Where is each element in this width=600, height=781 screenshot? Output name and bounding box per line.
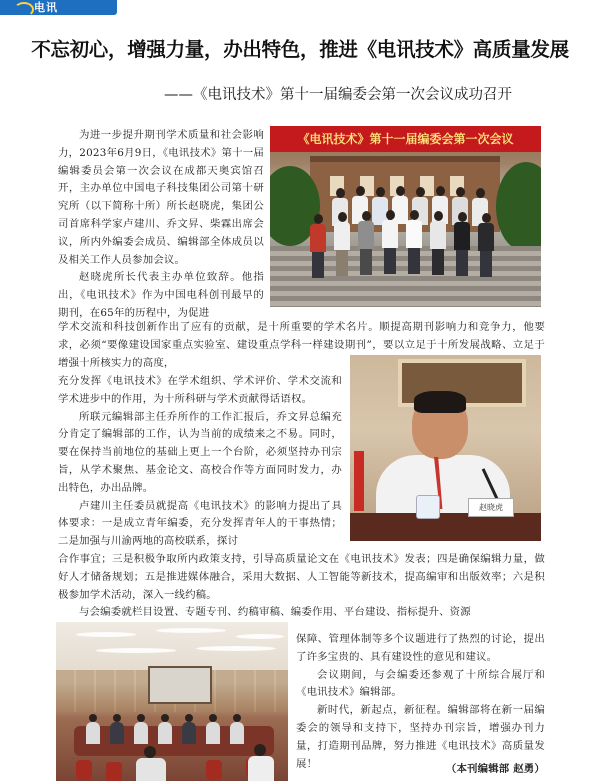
logo-text: 电讯: [34, 1, 58, 14]
person: [430, 211, 446, 275]
speaker-photo: [350, 355, 541, 541]
group-photo: [270, 126, 541, 307]
nameplate: 赵晓虎: [468, 498, 514, 517]
text-full-width-2: [58, 551, 545, 622]
tree-right: [496, 162, 541, 252]
text-column-bottom: [296, 631, 545, 773]
photo-banner: 《电讯技术》第十一届编委会第一次会议: [270, 126, 541, 152]
speaker-hair: [414, 391, 466, 413]
person: [454, 212, 470, 276]
paragraph-4-end: 合作事宜；三是积极争取所内政策支持，引导高质量论文在《电讯技术》发表；四是确保编辑力量，做好人才储备规划；五是推进媒体融合，采用大数据、人工智能等新技术，提高编审和出版效率；六是积极参加学术活动，深入一线约稿。: [58, 553, 545, 601]
flag: [354, 451, 364, 511]
article-title: 不忘初心，增强力量，办出特色，推进《电讯技术》高质量发展: [31, 38, 569, 61]
paragraph-5-end: 保障、管理体制等多个议题进行了热烈的讨论，提出了许多宝贵的、具有建设性的意见和建议。: [296, 633, 545, 663]
paragraph-4-start: 卢建川主任委员就提高《电讯技术》的影响力提出了具体要求：一是成立青年编委，充分发挥青年人的干事热情；二是加强与川渝两地的高校联系，探讨: [58, 499, 342, 548]
meeting-table: [74, 726, 274, 756]
text-column-middle: [58, 373, 342, 551]
person: [382, 210, 398, 274]
paragraph-5-start: 与会编委就栏目设置、专题专刊、约稿审稿、编委作用、平台建设、指标提升、资源: [79, 606, 471, 619]
paragraph-6: 会议期间，与会编委还参观了十所综合展厅和《电讯技术》编辑部。: [296, 668, 545, 699]
text-column-top: [58, 127, 264, 323]
cup: [416, 495, 440, 519]
person: [310, 214, 326, 278]
paragraph-7: 新时代，新起点，新征程。编辑部将在新一届编委会的领导和支持下，坚持办刊宗旨，增强办刊力量，打造期刊品牌，努力推进《电讯技术》高质量发展！: [296, 704, 545, 770]
paragraph-2-middle: 学术交流和科技创新作出了应有的贡献，是十所重要的学术名片。顺提高期刊影响力和竞争力，他要求，必须“要像建设国家重点实验室、建设重点学科一样建设期刊”，要以立足于十所发展战略、立足于增强十所核实力的高度，: [58, 321, 545, 369]
projection-screen: [148, 666, 212, 704]
desk: [350, 513, 541, 541]
paragraph-2-start: 赵晓虎所长代表主办单位致辞。他指出，《电讯技术》作为中国电科创刊最早的期刊，在65年的历程中，为促进: [58, 271, 264, 319]
meeting-photo: [56, 622, 288, 781]
article-subtitle: ——《电讯技术》第十一届编委会第一次会议成功召开: [164, 87, 512, 103]
paragraph-2-end: 充分发挥《电讯技术》在学术组织、学术评价、学术交流和学术进步中的作用，为十所科研与学术贡献得话语权。: [58, 375, 342, 405]
logo-swoosh-icon: [14, 2, 34, 17]
paragraph-1: 为进一步提升期刊学术质量和社会影响力，2023年6月9日，《电讯技术》第十一届编辑委员会第一次会议在成都天奥宾馆召开，主办单位中国电子科技集团公司第十研究所（以下简称十所）所长赵晓虎，集团公司首席科学家卢建川、乔文昇、柴霖出席会议，所内外编委会成员、编辑部全体成员以及相关工作人员参加会议。: [58, 129, 264, 266]
person: [478, 213, 494, 277]
person: [334, 212, 350, 276]
byline: （本刊编辑部 赵勇）: [445, 763, 545, 775]
person: [358, 211, 374, 275]
person: [406, 210, 422, 274]
paragraph-3: 所联元编辑部主任乔所作的工作汇报后，乔文昇总编充分肯定了编辑部的工作，认为当前的成绩来之不易。同时，要在保持当前地位的基础上更上一个台阶，必须坚持办刊宗旨，从学术聚焦、基金论文、高校合作等方面同时发力，办出特色，办出品牌。: [58, 410, 342, 494]
